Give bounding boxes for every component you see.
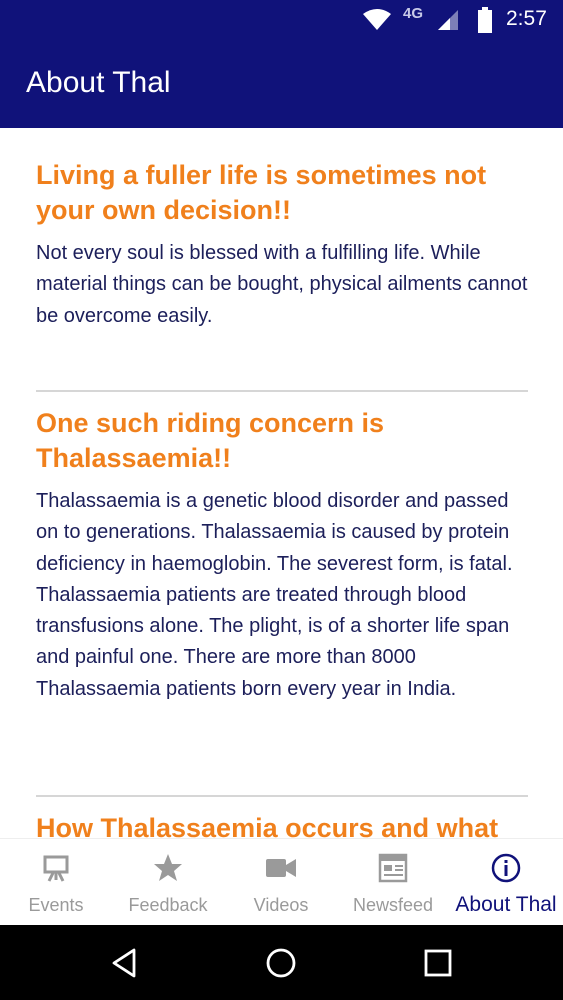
wifi-icon (362, 8, 392, 32)
section-heading: One such riding concern is Thalassaemia!! (36, 408, 385, 473)
battery-icon (477, 7, 493, 33)
app-bar (0, 40, 563, 128)
nav-label: About Thal (455, 893, 557, 916)
nav-label: Videos (253, 895, 309, 915)
home-icon[interactable] (265, 947, 297, 979)
nav-about-thal[interactable] (450, 839, 562, 926)
section-body: Not every soul is blessed with a fulfilling life. While material things can be bought, physical ailments cannot be overcome easily. (36, 242, 528, 327)
nav-label: Newsfeed (352, 895, 434, 915)
newspaper-icon (378, 853, 408, 883)
info-icon (491, 853, 521, 883)
system-navigation-bar (0, 925, 563, 1000)
nav-label: Feedback (128, 895, 208, 915)
presentation-board-icon (41, 853, 71, 883)
bottom-navigation (0, 838, 563, 925)
section-thalassaemia (36, 406, 528, 705)
nav-videos[interactable] (225, 839, 337, 926)
section-heading: How Thalassaemia occurs and what (36, 813, 499, 838)
nav-events[interactable] (0, 839, 112, 926)
nav-newsfeed[interactable] (337, 839, 449, 926)
page-title: About Thal (26, 66, 171, 99)
about-content[interactable] (0, 128, 563, 838)
nav-feedback[interactable] (112, 839, 224, 926)
divider (36, 795, 528, 797)
status-time: 2:57 (506, 7, 547, 30)
star-icon (153, 853, 183, 883)
section-heading: Living a fuller life is sometimes not your own decision!! (36, 160, 487, 225)
back-icon[interactable] (110, 947, 142, 979)
section-body: Thalassaemia is a genetic blood disorder and passed on to generations. Thalassaemia is caused by protein deficiency in haemoglobin. The severest form, is fatal. Thalassaemia patients are treated through blood transfusions alone. The plight, is of a shorter life span and painful one. There are more than 8000 Thalassaemia patients born every year in India. (36, 490, 513, 700)
recents-icon[interactable] (422, 947, 454, 979)
network-type: 4G (403, 5, 424, 22)
section-fuller-life (36, 158, 528, 332)
section-how-occurs (36, 811, 528, 838)
divider (36, 390, 528, 392)
video-camera-icon (266, 853, 296, 883)
signal-icon (436, 8, 460, 32)
nav-label: Events (28, 895, 84, 915)
status-bar (0, 0, 563, 40)
